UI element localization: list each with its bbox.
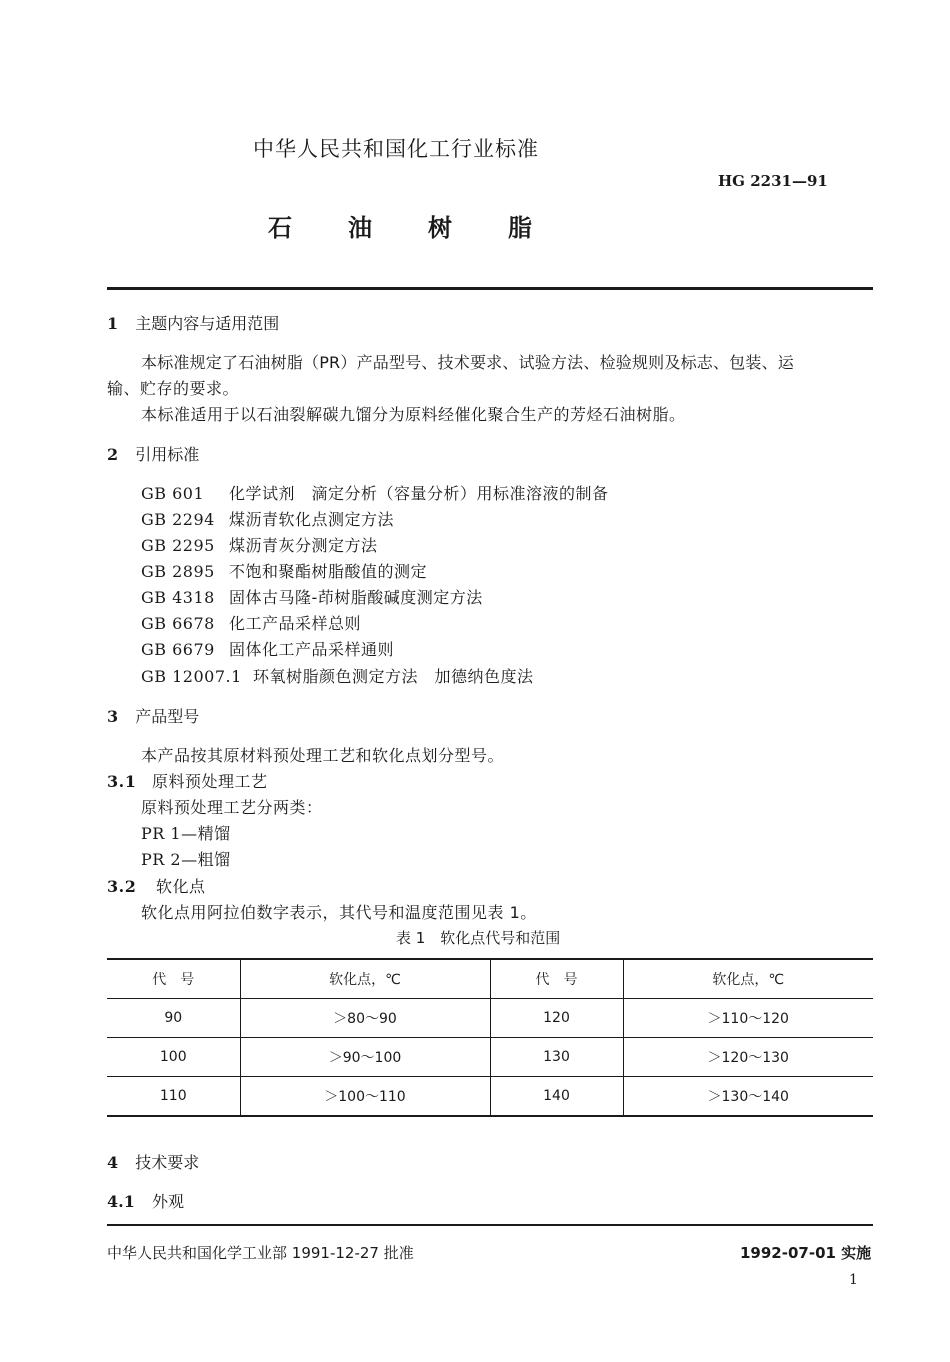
column-header: 软化点，℃ — [623, 959, 873, 999]
section-1-heading — [107, 311, 279, 334]
reference-code: GB 6678 — [141, 614, 215, 633]
reference-code: GB 4318 — [141, 588, 215, 607]
subsection-3-1-heading — [107, 769, 267, 792]
table-cell: ＞100～110 — [240, 1077, 490, 1117]
table-row — [107, 999, 873, 1038]
implementation-date: 1992-07-01 实施 — [740, 1244, 872, 1262]
reference-code: GB 2895 — [141, 562, 215, 581]
table-cell: 140 — [490, 1077, 623, 1117]
table-row — [107, 1038, 873, 1077]
table-cell: ＞110～120 — [623, 999, 873, 1038]
table-cell: 100 — [159, 1049, 187, 1065]
reference-item — [141, 585, 483, 608]
footer-divider — [107, 1224, 873, 1226]
table-cell: 120 — [490, 999, 623, 1038]
paragraph-line: 本标准适用于以石油裂解碳九馏分为原料经催化聚合生产的芳烃石油树脂。 — [141, 405, 686, 424]
table-cell: 90 — [164, 1010, 183, 1026]
list-item: PR 1—精馏 — [141, 824, 231, 843]
section-title: 主题内容与适用范围 — [135, 314, 280, 333]
reference-title: 煤沥青软化点测定方法 — [229, 510, 395, 529]
reference-item — [141, 559, 427, 582]
table-cell: 110 — [159, 1088, 187, 1104]
reference-item — [141, 611, 361, 634]
column-header: 代 号 — [152, 972, 195, 988]
table-cell: 130 — [490, 1038, 623, 1077]
subsection-number: 3.1 — [107, 772, 137, 791]
subsection-title: 软化点 — [155, 877, 206, 896]
reference-code: GB 2294 — [141, 510, 215, 529]
section-title: 产品型号 — [135, 707, 200, 726]
table-cell: ＞90～100 — [240, 1038, 490, 1077]
paragraph-line: 原料预处理工艺分两类： — [141, 798, 323, 817]
column-header: 代 号 — [490, 959, 623, 999]
table-cell: ＞120～130 — [623, 1038, 873, 1077]
section-number: 3 — [107, 707, 119, 726]
doc-title-char: 油 — [348, 214, 372, 242]
doc-title-char: 石 — [268, 214, 292, 242]
subsection-number: 4.1 — [107, 1192, 135, 1211]
subsection-number: 3.2 — [107, 877, 137, 896]
column-header: 软化点，℃ — [240, 959, 490, 999]
list-item: PR 2—粗馏 — [141, 850, 231, 869]
reference-item — [141, 664, 534, 687]
section-number: 2 — [107, 445, 119, 464]
subsection-title: 原料预处理工艺 — [151, 772, 268, 791]
table-row — [107, 1077, 873, 1117]
doc-title-char: 脂 — [508, 214, 532, 242]
reference-item — [141, 533, 378, 556]
paragraph-line: 软化点用阿拉伯数字表示，其代号和温度范围见表 1。 — [141, 903, 537, 922]
org-title: 中华人民共和国化工行业标准 — [253, 137, 539, 161]
reference-title: 环氧树脂颜色测定方法 加德纳色度法 — [253, 667, 534, 686]
subsection-title: 外观 — [151, 1192, 184, 1211]
reference-title: 煤沥青灰分测定方法 — [229, 536, 378, 555]
reference-code: GB 601 — [141, 484, 205, 503]
reference-item — [141, 507, 394, 530]
section-title: 技术要求 — [135, 1153, 200, 1172]
table-cell: ＞130～140 — [623, 1077, 873, 1117]
section-number: 4 — [107, 1153, 119, 1172]
paragraph-line: 本标准规定了石油树脂（PR）产品型号、技术要求、试验方法、检验规则及标志、包装、运 — [141, 353, 794, 372]
reference-code: GB 2295 — [141, 536, 215, 555]
header-divider — [107, 287, 873, 290]
reference-title: 化工产品采样总则 — [229, 614, 362, 633]
page-number: 1 — [849, 1272, 858, 1288]
section-2-heading — [107, 442, 199, 465]
paragraph-line: 输、贮存的要求。 — [107, 379, 240, 398]
section-3-heading — [107, 704, 199, 727]
standard-number: HG 2231—91 — [718, 172, 828, 190]
reference-code: GB 12007.1 — [141, 667, 242, 686]
section-4-heading — [107, 1150, 199, 1173]
table-caption: 表 1 软化点代号和范围 — [396, 929, 561, 947]
table-cell: ＞80～90 — [240, 999, 490, 1038]
paragraph-line: 本产品按其原材料预处理工艺和软化点划分型号。 — [141, 746, 505, 765]
section-number: 1 — [107, 314, 119, 333]
approval-line: 中华人民共和国化学工业部 1991-12-27 批准 — [107, 1244, 414, 1262]
section-title: 引用标准 — [135, 445, 200, 464]
doc-title-char: 树 — [428, 214, 452, 242]
softening-point-table — [107, 958, 873, 1117]
table-header-row — [107, 959, 873, 999]
reference-title: 化学试剂 滴定分析（容量分析）用标准溶液的制备 — [229, 484, 609, 503]
reference-title: 固体古马隆-茚树脂酸碱度测定方法 — [229, 588, 483, 607]
reference-code: GB 6679 — [141, 640, 215, 659]
reference-title: 固体化工产品采样通则 — [229, 640, 395, 659]
subsection-4-1-heading — [107, 1189, 184, 1212]
reference-item — [141, 481, 609, 504]
reference-item — [141, 637, 394, 660]
subsection-3-2-heading — [107, 874, 205, 897]
reference-title: 不饱和聚酯树脂酸值的测定 — [229, 562, 428, 581]
